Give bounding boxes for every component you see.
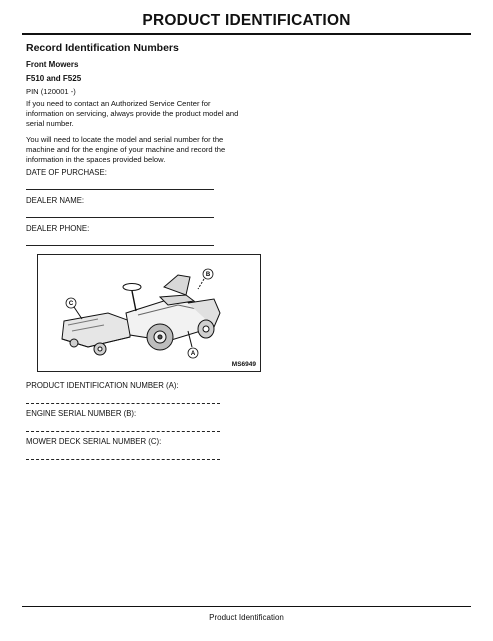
page-title: PRODUCT IDENTIFICATION bbox=[142, 12, 351, 29]
callout-a-text: A bbox=[190, 351, 196, 358]
title-divider bbox=[22, 33, 471, 35]
dealer-name-label: DEALER NAME: bbox=[26, 196, 85, 205]
page-footer: Product Identification bbox=[209, 613, 284, 622]
mower-figure bbox=[37, 254, 261, 372]
footer-divider bbox=[22, 606, 471, 607]
section-heading: Record Identification Numbers bbox=[26, 42, 179, 54]
deck-serial-label: MOWER DECK SERIAL NUMBER (C): bbox=[26, 437, 162, 446]
paragraph-service-center: If you need to contact an Authorized Service Center for information on servicing, always provide the product model and serial number. bbox=[26, 99, 239, 128]
engine-serial-line[interactable] bbox=[26, 431, 220, 432]
paragraph-locate-serial: You will need to locate the model and serial number for the machine and for the engine of your machine and record the information in the spaces provided below. bbox=[26, 135, 226, 164]
sub-heading-front-mowers: Front Mowers bbox=[26, 60, 79, 69]
callout-c-text: C bbox=[68, 301, 74, 308]
sub-heading-models: F510 and F525 bbox=[26, 74, 82, 83]
dealer-name-line[interactable] bbox=[26, 217, 214, 218]
deck-serial-line[interactable] bbox=[26, 459, 220, 460]
dealer-phone-label: DEALER PHONE: bbox=[26, 224, 90, 233]
date-of-purchase-line[interactable] bbox=[26, 189, 214, 190]
dealer-phone-line[interactable] bbox=[26, 245, 214, 246]
front-mower-illustration bbox=[38, 255, 260, 371]
date-of-purchase-label: DATE OF PURCHASE: bbox=[26, 168, 107, 177]
figure-code: MS6949 bbox=[231, 361, 256, 368]
engine-serial-label: ENGINE SERIAL NUMBER (B): bbox=[26, 409, 137, 418]
callout-b-text: B bbox=[205, 272, 211, 279]
product-id-label: PRODUCT IDENTIFICATION NUMBER (A): bbox=[26, 381, 179, 390]
pin-range: PIN (120001 -) bbox=[26, 87, 76, 96]
product-id-line[interactable] bbox=[26, 403, 220, 404]
